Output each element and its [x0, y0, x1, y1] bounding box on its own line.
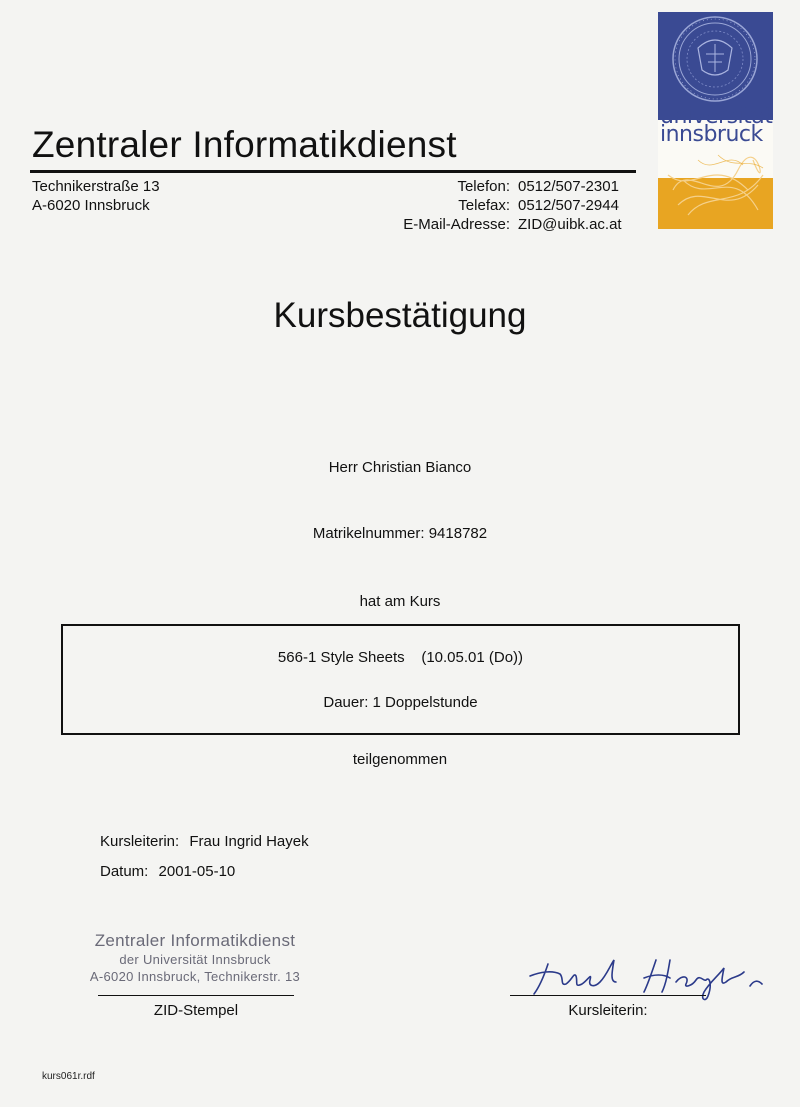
course-duration: Dauer: 1 Doppelstunde	[323, 694, 478, 711]
contact-block	[380, 177, 630, 234]
contact-phone-value: 0512/507-2301	[518, 178, 619, 195]
outro-text: teilgenommen	[352, 751, 448, 768]
course-title: 566-1 Style Sheets (10.05.01 (Do))	[277, 649, 524, 666]
matriculation-line	[0, 525, 800, 542]
stamp-line3: A-6020 Innsbruck, Technikerstr. 13	[89, 969, 301, 984]
handwritten-signature	[520, 946, 765, 1006]
address-block	[32, 177, 160, 215]
document-title: Kursbestätigung	[273, 296, 527, 335]
stamp-label: ZID-Stempel	[153, 1002, 239, 1019]
instructor-name: Frau Ingrid Hayek	[189, 833, 309, 850]
recipient-name: Herr Christian Bianco	[328, 459, 472, 476]
matriculation-number: 9418782	[428, 525, 488, 542]
stamp-line1: Zentraler Informatikdienst	[94, 931, 296, 950]
instructor-signature-label: Kursleiterin:	[568, 1002, 648, 1019]
contact-phone-label: Telefon:	[457, 178, 510, 195]
course-box	[61, 624, 740, 735]
stamp-line2: der Universität Innsbruck	[119, 952, 271, 967]
date-line	[100, 863, 235, 880]
contact-fax-value: 0512/507-2944	[518, 197, 619, 214]
address-city: A-6020 Innsbruck	[32, 197, 150, 214]
contact-email-label: E-Mail-Adresse:	[403, 216, 510, 233]
instructor-label: Kursleiterin:	[100, 833, 180, 850]
org-title: Zentraler Informatikdienst	[32, 124, 457, 165]
matriculation-label: Matrikelnummer:	[312, 525, 425, 542]
date-value: 2001-05-10	[158, 863, 236, 880]
instructor-line	[100, 833, 309, 850]
date-label: Datum:	[100, 863, 149, 880]
stamp-signature-rule	[98, 995, 294, 996]
logo-wordmark-line1: universität	[660, 104, 773, 129]
zid-stamp	[50, 930, 340, 985]
intro-text: hat am Kurs	[359, 593, 441, 610]
logo-wordmark-line2: innsbruck	[660, 122, 763, 147]
address-street: Technikerstraße 13	[32, 178, 160, 195]
university-logo	[658, 12, 773, 229]
header-rule	[30, 170, 636, 173]
contact-phone	[380, 177, 630, 196]
contact-fax-label: Telefax:	[458, 197, 510, 214]
instructor-signature-rule	[510, 995, 706, 996]
contact-fax	[380, 196, 630, 215]
footer-filename: kurs061r.rdf	[42, 1071, 95, 1082]
contact-email-value: ZID@uibk.ac.at	[518, 216, 622, 233]
contact-email	[380, 215, 630, 234]
